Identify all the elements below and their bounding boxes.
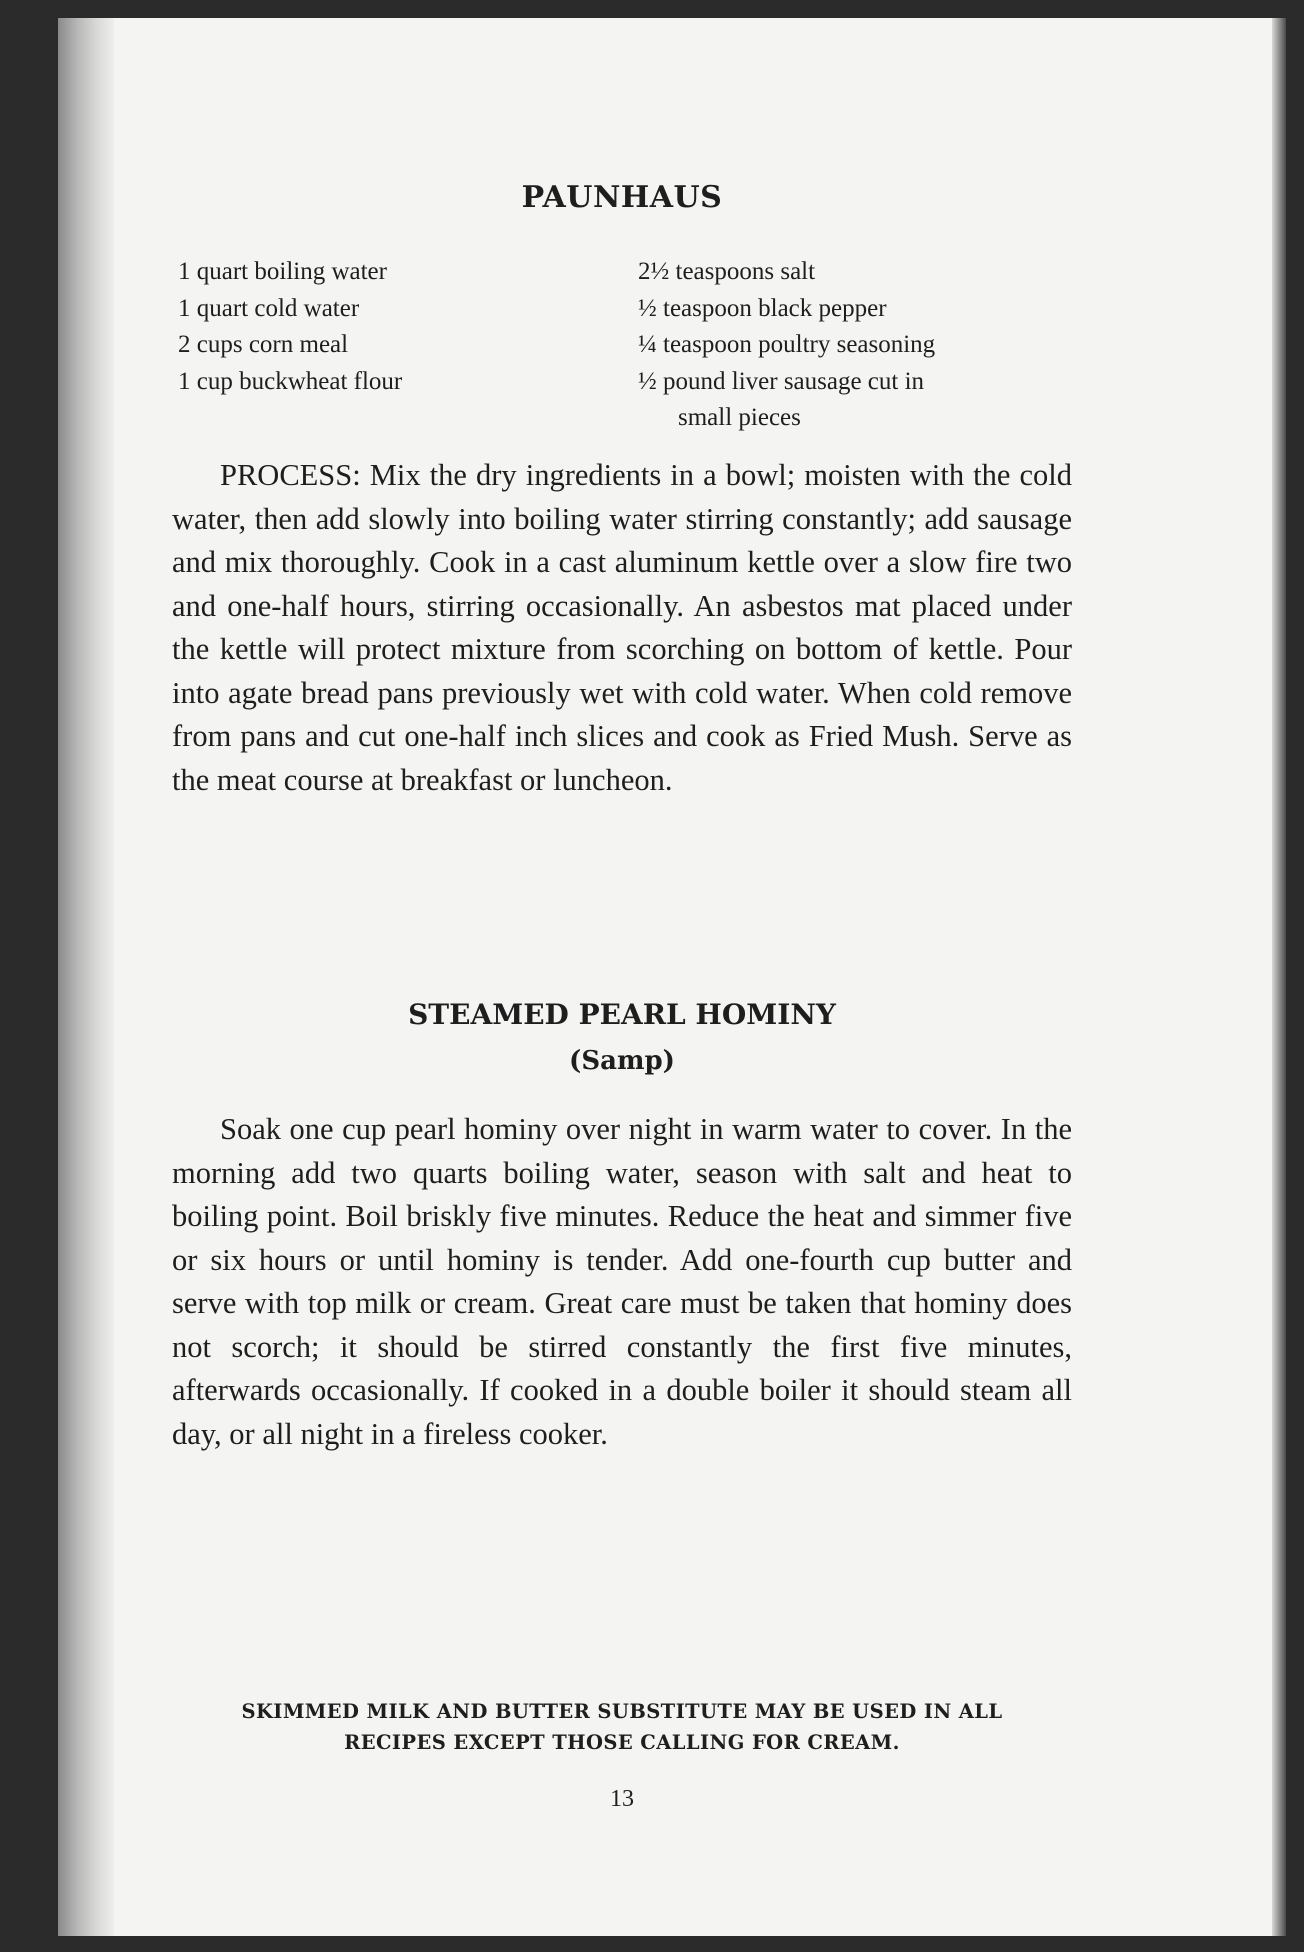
note-line: RECIPES EXCEPT THOSE CALLING FOR CREAM. xyxy=(344,1731,900,1754)
note-line: SKIMMED MILK AND BUTTER SUBSTITUTE MAY BE USED IN ALL xyxy=(241,1700,1003,1723)
ingredients-left-column xyxy=(178,254,618,400)
recipe-title-paunhaus: PAUNHAUS xyxy=(521,180,723,215)
ingredient-item: 2 cups corn meal xyxy=(178,331,349,358)
page-number: 13 xyxy=(610,1786,634,1812)
ingredient-item-continuation: small pieces xyxy=(678,404,801,431)
ingredient-item: ½ teaspoon black pepper xyxy=(638,294,887,322)
ingredient-item: 1 quart cold water xyxy=(178,294,360,322)
book-page xyxy=(58,18,1286,1936)
page-edge-shadow xyxy=(1272,18,1286,1936)
ingredients-right-column xyxy=(638,254,1072,437)
ingredient-item: 1 quart boiling water xyxy=(178,258,387,285)
hominy-paragraph: Soak one cup pearl hominy over night in warm water to cover. In the morning add two quarts boiling water, season with salt and heat to boiling point. Boil briskly five minutes. Reduce the heat and simmer five or six hours or until hominy is tender. Add one-fourth cup butter and serve with top milk or cream. Great care must be taken that hominy does not scorch; it should be stirred constantly the first five minutes, afterwards occasionally. If cooked in a double boiler it should steam all day, or all night in a fireless cooker. xyxy=(172,1112,1072,1451)
recipe-subtitle-samp: (Samp) xyxy=(569,1046,675,1076)
substitution-note xyxy=(172,1696,1072,1758)
book-spine-shadow xyxy=(58,18,114,1936)
process-paragraph: PROCESS: Mix the dry ingredients in a bowl; moisten with the cold water, then add slowly into boiling water stirring constantly; add sausage and mix thoroughly. Cook in a cast aluminum kettle over a slow fire two and one-half hours, stirring occasionally. An asbestos mat placed under the kettle will protect mixture from scorching on bottom of kettle. Pour into agate bread pans previously wet with cold water. When cold remove from pans and cut one-half inch slices and cook as Fried Mush. Serve as the meat course at breakfast or luncheon. xyxy=(172,458,1072,797)
ingredient-item: ½ pound liver sausage cut in xyxy=(638,367,925,395)
ingredient-item: 1 cup buckwheat flour xyxy=(178,367,403,395)
ingredient-item: ¼ teaspoon poultry seasoning xyxy=(638,331,936,358)
ingredient-item: 2½ teaspoons salt xyxy=(638,258,816,285)
recipe-title-steamed-pearl-hominy: STEAMED PEARL HOMINY xyxy=(408,998,836,1031)
